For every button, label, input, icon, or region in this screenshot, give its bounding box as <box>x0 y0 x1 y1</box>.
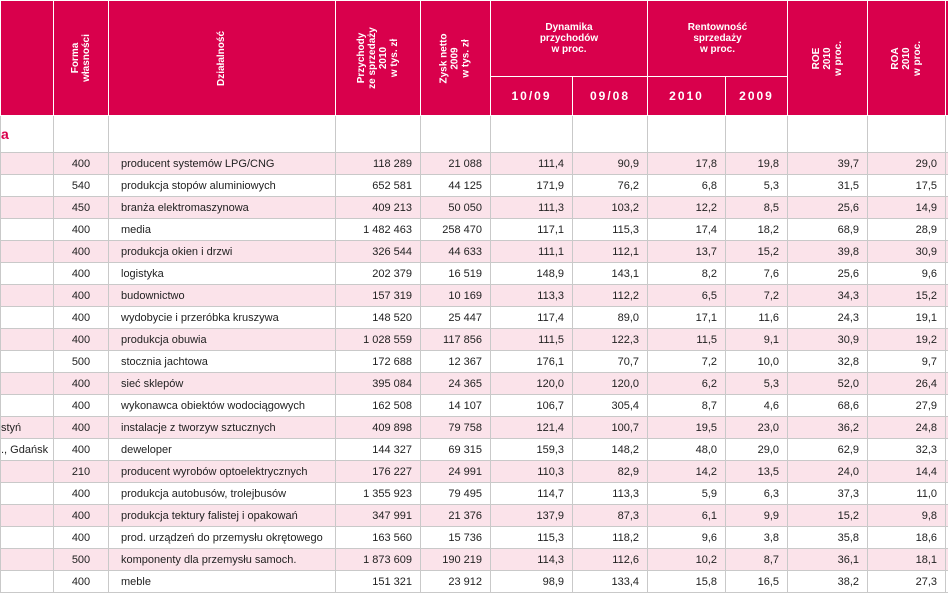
cell-company-name <box>1 153 54 175</box>
cell-dzialalnosc: instalacje z tworzyw sztucznych <box>109 417 336 439</box>
cell-dynamika-10-09: 137,9 <box>491 505 573 527</box>
cell-forma-wlasnosci: 400 <box>54 417 109 439</box>
cell-forma-wlasnosci: 400 <box>54 439 109 461</box>
cell-company-name: ., Gdańsk <box>1 439 54 461</box>
cell-forma-wlasnosci: 400 <box>54 527 109 549</box>
cell-zysk-netto: 69 315 <box>421 439 491 461</box>
cell-forma-wlasnosci: 400 <box>54 153 109 175</box>
table-row <box>1 175 948 197</box>
cell-zysk-netto: 14 107 <box>421 395 491 417</box>
header-name-column <box>1 1 54 116</box>
cell-roa: 18,1 <box>868 549 946 571</box>
cell-roa: 19,2 <box>868 329 946 351</box>
cell-company-name <box>1 219 54 241</box>
cell-rentownosc-2010: 11,5 <box>648 329 726 351</box>
cell-dzialalnosc: wykonawca obiektów wodociągowych <box>109 395 336 417</box>
cell-dynamika-10-09: 111,1 <box>491 241 573 263</box>
cell-dynamika-10-09: 114,3 <box>491 549 573 571</box>
cell-rentownosc-2009: 7,2 <box>726 285 788 307</box>
cell-zysk-netto: 117 856 <box>421 329 491 351</box>
cell-company-name <box>1 241 54 263</box>
cell-company-name <box>1 351 54 373</box>
cell-dynamika-09-08: 70,7 <box>573 351 648 373</box>
cell-rentownosc-2009: 15,2 <box>726 241 788 263</box>
cell-roa: 18,6 <box>868 527 946 549</box>
cell-roe: 52,0 <box>788 373 868 395</box>
cell-rentownosc-2009: 5,3 <box>726 175 788 197</box>
cell-dynamika-10-09: 171,9 <box>491 175 573 197</box>
cell-dzialalnosc: sieć sklepów <box>109 373 336 395</box>
cell-roe: 15,2 <box>788 505 868 527</box>
cell-zysk-netto: 12 367 <box>421 351 491 373</box>
cell-dynamika-09-08: 112,1 <box>573 241 648 263</box>
cell-dynamika-10-09: 111,5 <box>491 329 573 351</box>
cell-zysk-netto: 50 050 <box>421 197 491 219</box>
cell-company-name <box>1 285 54 307</box>
cell-forma-wlasnosci: 400 <box>54 571 109 593</box>
cell-rentownosc-2009: 18,2 <box>726 219 788 241</box>
table-row <box>1 351 948 373</box>
cell-dynamika-09-08: 89,0 <box>573 307 648 329</box>
cell-przychody: 172 688 <box>336 351 421 373</box>
cell-zysk-netto: 44 125 <box>421 175 491 197</box>
cell-company-name <box>1 549 54 571</box>
cell-dzialalnosc: produkcja tektury falistej i opakowań <box>109 505 336 527</box>
cell-dzialalnosc: media <box>109 219 336 241</box>
cell-zysk-netto: 10 169 <box>421 285 491 307</box>
cell-roa: 29,0 <box>868 153 946 175</box>
cell-dynamika-09-08: 115,3 <box>573 219 648 241</box>
cell-roa: 27,3 <box>868 571 946 593</box>
cell-roa: 30,9 <box>868 241 946 263</box>
cell-forma-wlasnosci: 400 <box>54 307 109 329</box>
cell-rentownosc-2010: 6,2 <box>648 373 726 395</box>
cell-dynamika-10-09: 159,3 <box>491 439 573 461</box>
cell-forma-wlasnosci: 450 <box>54 197 109 219</box>
cell-roa: 28,9 <box>868 219 946 241</box>
table-row <box>1 483 948 505</box>
cell-rentownosc-2009: 11,6 <box>726 307 788 329</box>
cell-przychody: 409 898 <box>336 417 421 439</box>
cell-przychody: 326 544 <box>336 241 421 263</box>
cell-company-name <box>1 505 54 527</box>
cell-rentownosc-2009: 5,3 <box>726 373 788 395</box>
cell-dynamika-09-08: 113,3 <box>573 483 648 505</box>
table-row <box>1 197 948 219</box>
cell-roe: 31,5 <box>788 175 868 197</box>
section-row <box>1 116 948 153</box>
cell-dzialalnosc: produkcja stopów aluminiowych <box>109 175 336 197</box>
table-row <box>1 153 948 175</box>
cell-company-name <box>1 571 54 593</box>
cell-roa: 9,6 <box>868 263 946 285</box>
cell-dynamika-09-08: 112,2 <box>573 285 648 307</box>
cell-rentownosc-2009: 29,0 <box>726 439 788 461</box>
cell-company-name <box>1 527 54 549</box>
cell-rentownosc-2009: 8,5 <box>726 197 788 219</box>
cell-roe: 34,3 <box>788 285 868 307</box>
cell-rentownosc-2010: 7,2 <box>648 351 726 373</box>
cell-rentownosc-2010: 19,5 <box>648 417 726 439</box>
cell-dzialalnosc: produkcja obuwia <box>109 329 336 351</box>
cell-forma-wlasnosci: 400 <box>54 505 109 527</box>
table-row <box>1 461 948 483</box>
cell-przychody: 347 991 <box>336 505 421 527</box>
cell-roe: 68,9 <box>788 219 868 241</box>
header-dyn-10-09: 10/09 <box>491 77 573 116</box>
cell-rentownosc-2009: 3,8 <box>726 527 788 549</box>
cell-forma-wlasnosci: 400 <box>54 241 109 263</box>
cell-roa: 11,0 <box>868 483 946 505</box>
cell-dzialalnosc: wydobycie i przeróbka kruszywa <box>109 307 336 329</box>
cell-company-name <box>1 175 54 197</box>
cell-rentownosc-2009: 7,6 <box>726 263 788 285</box>
cell-rentownosc-2009: 9,1 <box>726 329 788 351</box>
cell-rentownosc-2009: 8,7 <box>726 549 788 571</box>
table-row <box>1 263 948 285</box>
cell-roe: 37,3 <box>788 483 868 505</box>
cell-roe: 68,6 <box>788 395 868 417</box>
table-row <box>1 307 948 329</box>
table-row <box>1 285 948 307</box>
cell-dzialalnosc: prod. urządzeń do przemysłu okrętowego <box>109 527 336 549</box>
cell-roe: 35,8 <box>788 527 868 549</box>
cell-przychody: 144 327 <box>336 439 421 461</box>
cell-dynamika-09-08: 143,1 <box>573 263 648 285</box>
table-row <box>1 373 948 395</box>
cell-dzialalnosc: producent systemów LPG/CNG <box>109 153 336 175</box>
cell-dynamika-10-09: 120,0 <box>491 373 573 395</box>
cell-dynamika-10-09: 111,3 <box>491 197 573 219</box>
cell-przychody: 163 560 <box>336 527 421 549</box>
cell-forma-wlasnosci: 210 <box>54 461 109 483</box>
cell-dynamika-10-09: 114,7 <box>491 483 573 505</box>
cell-przychody: 202 379 <box>336 263 421 285</box>
cell-roa: 15,2 <box>868 285 946 307</box>
cell-rentownosc-2010: 6,1 <box>648 505 726 527</box>
cell-dynamika-09-08: 103,2 <box>573 197 648 219</box>
cell-company-name <box>1 395 54 417</box>
cell-rentownosc-2010: 8,7 <box>648 395 726 417</box>
cell-roa: 19,1 <box>868 307 946 329</box>
cell-przychody: 652 581 <box>336 175 421 197</box>
cell-dynamika-09-08: 87,3 <box>573 505 648 527</box>
cell-dynamika-09-08: 112,6 <box>573 549 648 571</box>
cell-dynamika-10-09: 115,3 <box>491 527 573 549</box>
cell-roe: 25,6 <box>788 197 868 219</box>
cell-dynamika-10-09: 148,9 <box>491 263 573 285</box>
cell-przychody: 151 321 <box>336 571 421 593</box>
cell-rentownosc-2010: 13,7 <box>648 241 726 263</box>
cell-roe: 36,1 <box>788 549 868 571</box>
header-dynamika-przychodow: Dynamika przychodów w proc. <box>491 1 648 77</box>
cell-company-name <box>1 483 54 505</box>
cell-forma-wlasnosci: 400 <box>54 285 109 307</box>
cell-dynamika-10-09: 113,3 <box>491 285 573 307</box>
cell-dynamika-09-08: 133,4 <box>573 571 648 593</box>
cell-roa: 27,9 <box>868 395 946 417</box>
cell-roe: 36,2 <box>788 417 868 439</box>
cell-dynamika-10-09: 110,3 <box>491 461 573 483</box>
cell-przychody: 148 520 <box>336 307 421 329</box>
cell-zysk-netto: 15 736 <box>421 527 491 549</box>
cell-rentownosc-2010: 48,0 <box>648 439 726 461</box>
table-row <box>1 505 948 527</box>
cell-roa: 14,9 <box>868 197 946 219</box>
cell-zysk-netto: 79 758 <box>421 417 491 439</box>
cell-przychody: 176 227 <box>336 461 421 483</box>
cell-rentownosc-2009: 16,5 <box>726 571 788 593</box>
cell-dzialalnosc: branża elektromaszynowa <box>109 197 336 219</box>
cell-rentownosc-2010: 14,2 <box>648 461 726 483</box>
cell-roe: 25,6 <box>788 263 868 285</box>
cell-rentownosc-2010: 6,8 <box>648 175 726 197</box>
header-forma-wlasnosci: Forma własności <box>54 1 109 116</box>
cell-dzialalnosc: stocznia jachtowa <box>109 351 336 373</box>
cell-roe: 30,9 <box>788 329 868 351</box>
table-row <box>1 329 948 351</box>
table-row <box>1 395 948 417</box>
header-dzialalnosc: Działalność <box>109 1 336 116</box>
cell-dynamika-09-08: 118,2 <box>573 527 648 549</box>
cell-dzialalnosc: deweloper <box>109 439 336 461</box>
cell-rentownosc-2010: 6,5 <box>648 285 726 307</box>
cell-rentownosc-2009: 4,6 <box>726 395 788 417</box>
cell-rentownosc-2010: 10,2 <box>648 549 726 571</box>
cell-przychody: 118 289 <box>336 153 421 175</box>
cell-zysk-netto: 79 495 <box>421 483 491 505</box>
cell-przychody: 409 213 <box>336 197 421 219</box>
cell-roe: 32,8 <box>788 351 868 373</box>
cell-roa: 17,5 <box>868 175 946 197</box>
cell-forma-wlasnosci: 500 <box>54 351 109 373</box>
cell-rentownosc-2009: 9,9 <box>726 505 788 527</box>
cell-przychody: 162 508 <box>336 395 421 417</box>
cell-roa: 14,4 <box>868 461 946 483</box>
cell-roe: 38,2 <box>788 571 868 593</box>
cell-rentownosc-2010: 17,4 <box>648 219 726 241</box>
cell-dzialalnosc: producent wyrobów optoelektrycznych <box>109 461 336 483</box>
cell-dzialalnosc: produkcja autobusów, trolejbusów <box>109 483 336 505</box>
cell-roa: 26,4 <box>868 373 946 395</box>
cell-roa: 32,3 <box>868 439 946 461</box>
section-title: a <box>1 116 54 153</box>
cell-forma-wlasnosci: 540 <box>54 175 109 197</box>
cell-dynamika-10-09: 176,1 <box>491 351 573 373</box>
cell-rentownosc-2010: 8,2 <box>648 263 726 285</box>
cell-dynamika-10-09: 98,9 <box>491 571 573 593</box>
cell-dzialalnosc: meble <box>109 571 336 593</box>
cell-dynamika-09-08: 100,7 <box>573 417 648 439</box>
header-roe: ROE 2010 w proc. <box>788 1 868 116</box>
cell-dynamika-10-09: 121,4 <box>491 417 573 439</box>
cell-zysk-netto: 23 912 <box>421 571 491 593</box>
cell-przychody: 1 355 923 <box>336 483 421 505</box>
cell-roa: 9,7 <box>868 351 946 373</box>
cell-company-name <box>1 373 54 395</box>
table-row <box>1 417 948 439</box>
table-row <box>1 549 948 571</box>
cell-zysk-netto: 190 219 <box>421 549 491 571</box>
table-body <box>1 116 948 593</box>
cell-forma-wlasnosci: 400 <box>54 483 109 505</box>
cell-przychody: 157 319 <box>336 285 421 307</box>
table-row <box>1 219 948 241</box>
cell-dynamika-10-09: 111,4 <box>491 153 573 175</box>
cell-forma-wlasnosci: 400 <box>54 263 109 285</box>
cell-company-name <box>1 307 54 329</box>
cell-roa: 24,8 <box>868 417 946 439</box>
cell-dynamika-09-08: 90,9 <box>573 153 648 175</box>
cell-forma-wlasnosci: 400 <box>54 395 109 417</box>
cell-roa: 9,8 <box>868 505 946 527</box>
cell-przychody: 1 028 559 <box>336 329 421 351</box>
cell-zysk-netto: 25 447 <box>421 307 491 329</box>
cell-dynamika-10-09: 117,1 <box>491 219 573 241</box>
table-row <box>1 527 948 549</box>
cell-company-name <box>1 197 54 219</box>
cell-zysk-netto: 21 376 <box>421 505 491 527</box>
cell-dzialalnosc: logistyka <box>109 263 336 285</box>
cell-forma-wlasnosci: 400 <box>54 373 109 395</box>
table-row <box>1 241 948 263</box>
cell-forma-wlasnosci: 400 <box>54 329 109 351</box>
cell-company-name <box>1 461 54 483</box>
header-przychody: Przychody ze sprzedaży 2010 w tys. zł <box>336 1 421 116</box>
cell-company-name <box>1 263 54 285</box>
cell-roe: 24,3 <box>788 307 868 329</box>
header-zysk-netto: Zysk netto 2009 w tys. zł <box>421 1 491 116</box>
cell-dynamika-10-09: 117,4 <box>491 307 573 329</box>
header-rent-2009: 2009 <box>726 77 788 116</box>
cell-dzialalnosc: budownictwo <box>109 285 336 307</box>
cell-company-name: styń <box>1 417 54 439</box>
cell-zysk-netto: 21 088 <box>421 153 491 175</box>
cell-dynamika-09-08: 76,2 <box>573 175 648 197</box>
cell-przychody: 1 873 609 <box>336 549 421 571</box>
cell-rentownosc-2009: 10,0 <box>726 351 788 373</box>
header-roa: ROA 2010 w proc. <box>868 1 946 116</box>
cell-rentownosc-2009: 23,0 <box>726 417 788 439</box>
header-rentownosc-sprzedazy: Rentowność sprzedaży w proc. <box>648 1 788 77</box>
cell-rentownosc-2010: 5,9 <box>648 483 726 505</box>
cell-rentownosc-2010: 17,1 <box>648 307 726 329</box>
cell-rentownosc-2010: 12,2 <box>648 197 726 219</box>
cell-rentownosc-2009: 13,5 <box>726 461 788 483</box>
cell-rentownosc-2010: 9,6 <box>648 527 726 549</box>
cell-dynamika-09-08: 82,9 <box>573 461 648 483</box>
cell-dynamika-09-08: 305,4 <box>573 395 648 417</box>
cell-zysk-netto: 44 633 <box>421 241 491 263</box>
cell-dzialalnosc: produkcja okien i drzwi <box>109 241 336 263</box>
cell-roe: 39,8 <box>788 241 868 263</box>
cell-rentownosc-2009: 6,3 <box>726 483 788 505</box>
cell-company-name <box>1 329 54 351</box>
cell-zysk-netto: 16 519 <box>421 263 491 285</box>
cell-dynamika-09-08: 122,3 <box>573 329 648 351</box>
cell-forma-wlasnosci: 500 <box>54 549 109 571</box>
cell-zysk-netto: 258 470 <box>421 219 491 241</box>
cell-zysk-netto: 24 991 <box>421 461 491 483</box>
cell-rentownosc-2010: 17,8 <box>648 153 726 175</box>
cell-dynamika-09-08: 148,2 <box>573 439 648 461</box>
header-dyn-09-08: 09/08 <box>573 77 648 116</box>
cell-rentownosc-2009: 19,8 <box>726 153 788 175</box>
header-rent-2010: 2010 <box>648 77 726 116</box>
cell-forma-wlasnosci: 400 <box>54 219 109 241</box>
cell-rentownosc-2010: 15,8 <box>648 571 726 593</box>
cell-dynamika-10-09: 106,7 <box>491 395 573 417</box>
cell-przychody: 1 482 463 <box>336 219 421 241</box>
table-row <box>1 439 948 461</box>
cell-roe: 39,7 <box>788 153 868 175</box>
cell-dzialalnosc: komponenty dla przemysłu samoch. <box>109 549 336 571</box>
cell-roe: 24,0 <box>788 461 868 483</box>
cell-dynamika-09-08: 120,0 <box>573 373 648 395</box>
cell-przychody: 395 084 <box>336 373 421 395</box>
table-row <box>1 571 948 593</box>
cell-roe: 62,9 <box>788 439 868 461</box>
cell-zysk-netto: 24 365 <box>421 373 491 395</box>
